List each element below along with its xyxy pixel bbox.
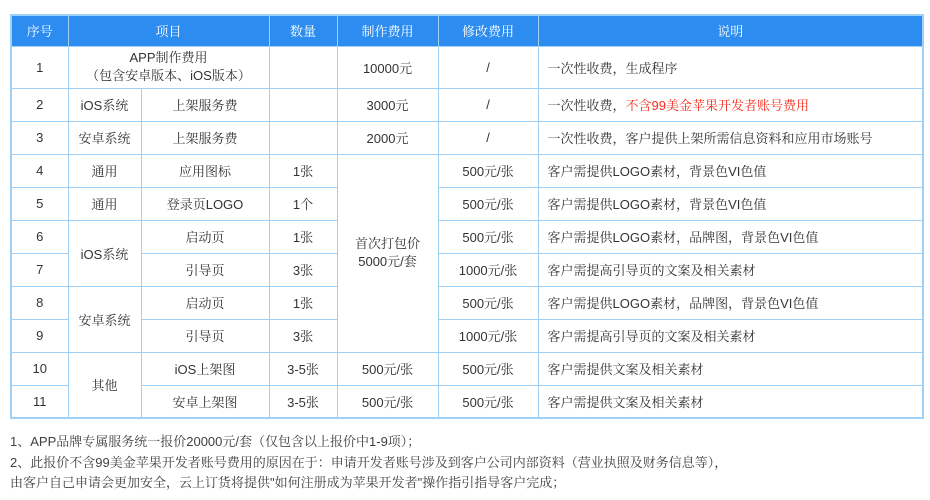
make-fee-cell: 2000元	[337, 121, 438, 154]
col-header-item: 项目	[68, 15, 269, 46]
group-cell: 通用	[68, 187, 141, 220]
note-line: 2、此报价不含99美金苹果开发者账号费用的原因在于：申请开发者账号涉及到客户公司内部资料（营业执照及财务信息等），	[10, 454, 728, 470]
item-cell: 启动页	[141, 286, 269, 319]
package-price-cell	[337, 154, 438, 352]
qty-cell	[269, 121, 337, 154]
modify-fee-cell: 500元/张	[438, 352, 538, 385]
make-fee-cell: 3000元	[337, 88, 438, 121]
group-cell: iOS系统	[68, 88, 141, 121]
modify-fee-cell: 1000元/张	[438, 253, 538, 286]
desc-cell: 客户需提高引导页的文案及相关素材	[538, 319, 923, 352]
pricing-table-wrap	[10, 14, 922, 419]
modify-fee-cell: /	[438, 46, 538, 88]
group-cell: 通用	[68, 154, 141, 187]
make-fee-cell: 10000元	[337, 46, 438, 88]
table-row	[11, 220, 923, 253]
desc-cell	[538, 88, 923, 121]
col-header-desc: 说明	[538, 15, 923, 46]
table-row	[11, 352, 923, 385]
item-line: （包含安卓版本、iOS版本）	[86, 68, 251, 83]
qty-cell: 3-5张	[269, 352, 337, 385]
item-cell: 上架服务费	[141, 88, 269, 121]
modify-fee-cell: 500元/张	[438, 220, 538, 253]
group-cell: 安卓系统	[68, 286, 141, 352]
qty-cell	[269, 88, 337, 121]
seq-cell: 9	[11, 319, 68, 352]
seq-cell: 10	[11, 352, 68, 385]
seq-cell: 3	[11, 121, 68, 154]
desc-cell: 客户需提供文案及相关素材	[538, 352, 923, 385]
note-line: 1、APP品牌专属服务统一报价20000元/套（仅包含以上报价中1-9项）；	[10, 434, 421, 449]
pricing-table	[10, 14, 924, 419]
qty-cell: 1张	[269, 286, 337, 319]
item-cell: 登录页LOGO	[141, 187, 269, 220]
desc-cell: 客户需提供LOGO素材，背景色VI色值	[538, 154, 923, 187]
qty-cell: 3-5张	[269, 385, 337, 418]
item-cell: iOS上架图	[141, 352, 269, 385]
header-row	[11, 15, 923, 46]
modify-fee-cell: 500元/张	[438, 286, 538, 319]
qty-cell	[269, 46, 337, 88]
modify-fee-cell: 500元/张	[438, 154, 538, 187]
desc-cell: 客户需提供LOGO素材，背景色VI色值	[538, 187, 923, 220]
item-cell	[68, 46, 269, 88]
table-row	[11, 319, 923, 352]
desc-cell: 客户需提高引导页的文案及相关素材	[538, 253, 923, 286]
seq-cell: 2	[11, 88, 68, 121]
col-header-seq: 序号	[11, 15, 68, 46]
modify-fee-cell: /	[438, 88, 538, 121]
table-row	[11, 253, 923, 286]
seq-cell: 6	[11, 220, 68, 253]
seq-cell: 4	[11, 154, 68, 187]
group-cell: iOS系统	[68, 220, 141, 286]
make-fee-cell: 500元/张	[337, 385, 438, 418]
desc-cell: 客户需提供LOGO素材，品牌图，背景色VI色值	[538, 286, 923, 319]
seq-cell: 1	[11, 46, 68, 88]
item-cell: 上架服务费	[141, 121, 269, 154]
note-line: 由客户自己申请会更加安全，云上订货将提供"如何注册成为苹果开发者"操作指引指导客户完成；	[10, 475, 566, 490]
modify-fee-cell: 500元/张	[438, 187, 538, 220]
qty-cell: 3张	[269, 253, 337, 286]
table-row	[11, 154, 923, 187]
footnotes	[10, 432, 930, 494]
seq-cell: 5	[11, 187, 68, 220]
item-cell: 启动页	[141, 220, 269, 253]
table-row	[11, 385, 923, 418]
modify-fee-cell: 500元/张	[438, 385, 538, 418]
qty-cell: 1个	[269, 187, 337, 220]
item-cell: 引导页	[141, 319, 269, 352]
table-row	[11, 88, 923, 121]
qty-cell: 1张	[269, 220, 337, 253]
modify-fee-cell: 1000元/张	[438, 319, 538, 352]
desc-text: 一次性收费，	[547, 98, 626, 113]
desc-cell: 一次性收费，客户提供上架所需信息资料和应用市场账号	[538, 121, 923, 154]
seq-cell: 11	[11, 385, 68, 418]
item-cell: 引导页	[141, 253, 269, 286]
item-line: APP制作费用	[129, 50, 208, 65]
col-header-make: 制作费用	[337, 15, 438, 46]
qty-cell: 3张	[269, 319, 337, 352]
modify-fee-cell: /	[438, 121, 538, 154]
desc-cell: 一次性收费，生成程序	[538, 46, 923, 88]
desc-red-text: 不含99美金苹果开发者账号费用	[625, 98, 809, 113]
seq-cell: 8	[11, 286, 68, 319]
col-header-modify: 修改费用	[438, 15, 538, 46]
seq-cell: 7	[11, 253, 68, 286]
desc-cell: 客户需提供LOGO素材，品牌图，背景色VI色值	[538, 220, 923, 253]
table-row	[11, 46, 923, 88]
group-cell: 安卓系统	[68, 121, 141, 154]
table-row	[11, 121, 923, 154]
make-fee-cell: 500元/张	[337, 352, 438, 385]
item-cell: 安卓上架图	[141, 385, 269, 418]
qty-cell: 1张	[269, 154, 337, 187]
package-price-line: 5000元/套	[358, 254, 417, 269]
table-row	[11, 187, 923, 220]
item-cell: 应用图标	[141, 154, 269, 187]
desc-cell: 客户需提供文案及相关素材	[538, 385, 923, 418]
table-row	[11, 286, 923, 319]
group-cell: 其他	[68, 352, 141, 418]
package-price-line: 首次打包价	[355, 236, 421, 251]
col-header-qty: 数量	[269, 15, 337, 46]
